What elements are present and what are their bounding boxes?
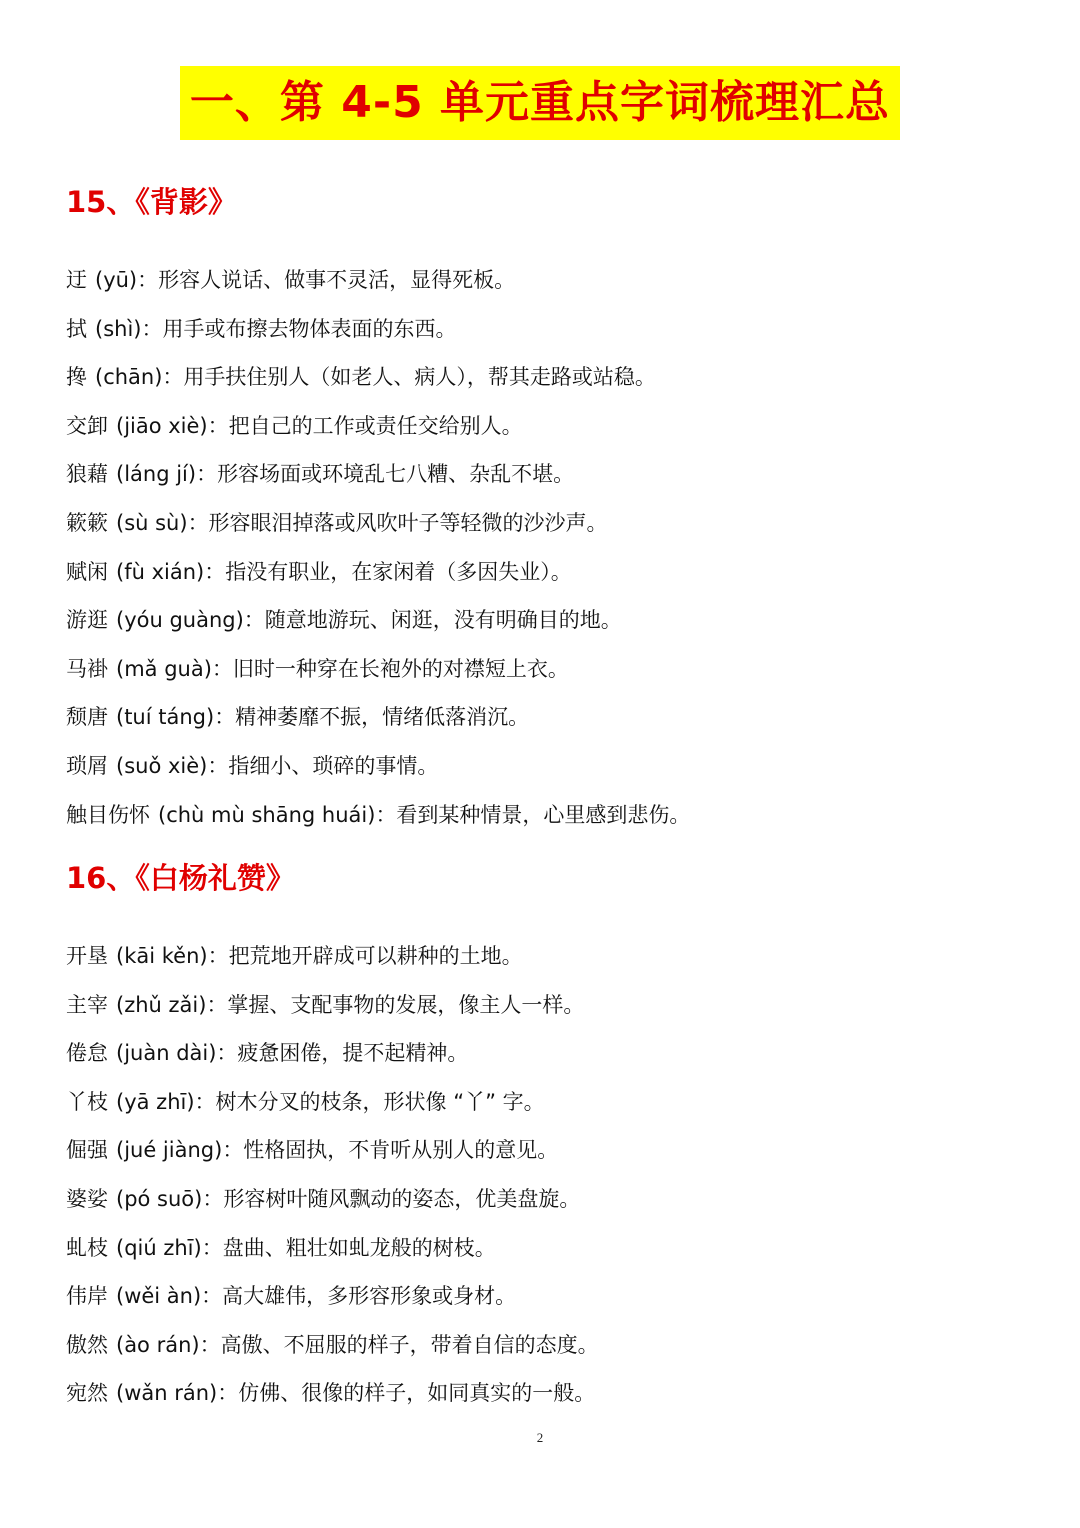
section-heading: 15、《背影》 [66,185,237,219]
vocab-word: 狼藉 [66,462,108,487]
vocab-word: 颓唐 [66,705,108,730]
vocab-word: 倦怠 [66,1041,108,1066]
vocab-definition: ：疲惫困倦，提不起精神。 [216,1041,469,1066]
entry-list [66,932,1026,1418]
vocab-entry [66,256,1026,305]
vocab-word: 婆娑 [66,1186,108,1211]
vocab-pinyin: (ào rán) [116,1332,200,1357]
vocab-entry [66,402,1026,451]
vocab-word: 主宰 [66,992,108,1017]
page-title: 一、第 4-5 单元重点字词梳理汇总 [180,66,900,140]
vocab-pinyin: (suǒ xiè) [116,753,208,778]
vocab-definition: ：仿佛、很像的样子，如同真实的一般。 [217,1381,596,1406]
vocab-pinyin: (mǎ guà) [116,656,212,681]
vocab-entry [66,1224,1026,1273]
vocab-entry [66,981,1026,1030]
vocab-entry [66,1029,1026,1078]
vocab-pinyin: (shì) [95,316,142,341]
vocab-definition: ：性格固执，不肯听从别人的意见。 [222,1138,559,1163]
vocab-definition: ：高大雄伟，多形容形象或身材。 [201,1284,517,1309]
vocab-word: 游逛 [66,608,108,633]
vocab-word: 开垦 [66,944,108,968]
vocab-word: 赋闲 [66,559,108,584]
vocab-definition: ：指细小、琐碎的事情。 [207,753,439,778]
vocab-word: 搀 [66,365,87,390]
page-number: 2 [536,1430,544,1445]
vocab-word: 马褂 [66,656,108,681]
vocab-entry [66,742,1026,791]
vocab-entry [66,548,1026,597]
vocab-definition: ：把荒地开辟成可以耕种的土地。 [207,944,523,968]
vocab-word: 交卸 [66,413,108,438]
vocab-pinyin: (fù xián) [116,559,205,584]
vocab-definition: ：精神萎靡不振，情绪低落消沉。 [214,705,530,730]
vocab-word: 琐屑 [66,753,108,778]
vocab-definition: ：形容人说话、做事不灵活，显得死板。 [137,268,516,292]
vocab-pinyin: (juàn dài) [116,1041,217,1066]
vocab-pinyin: (pó suō) [116,1186,203,1211]
vocab-pinyin: (kāi kěn) [116,944,208,968]
vocab-definition: ：盘曲、粗壮如虬龙般的树枝。 [201,1235,496,1260]
vocab-word: 倔强 [66,1138,108,1163]
vocab-pinyin: (chù mù shāng huái) [158,802,376,827]
section-beiying [66,182,1026,839]
vocab-pinyin: (jué jiàng) [116,1138,223,1163]
vocab-entry [66,693,1026,742]
vocab-definition: ：用手扶住别人（如老人、病人），帮其走路或站稳。 [162,365,656,390]
vocab-word: 簌簌 [66,510,108,535]
section-baiyang-lizan [66,858,1026,1418]
vocab-entry [66,499,1026,548]
vocab-entry [66,932,1026,981]
vocab-definition: ：看到某种情景，心里感到悲伤。 [375,802,691,827]
vocab-pinyin: (sù sù) [116,510,188,535]
vocab-entry [66,1078,1026,1127]
vocab-definition: ：形容眼泪掉落或风吹叶子等轻微的沙沙声。 [187,510,608,535]
vocab-pinyin: (qiú zhī) [116,1235,202,1260]
vocab-definition: ：树木分叉的枝条，形状像 “丫” 字。 [194,1089,545,1114]
vocab-word: 丫枝 [66,1089,108,1114]
vocab-word: 伟岸 [66,1284,108,1309]
vocab-entry [66,305,1026,354]
vocab-entry [66,1321,1026,1370]
title-container [0,66,1080,140]
vocab-pinyin: (láng jí) [116,462,197,487]
vocab-definition: ：把自己的工作或责任交给别人。 [207,413,523,438]
vocab-pinyin: (yā zhī) [116,1089,195,1114]
vocab-entry [66,1126,1026,1175]
vocab-entry [66,1272,1026,1321]
vocab-pinyin: (wěi àn) [116,1284,202,1309]
vocab-pinyin: (tuí táng) [116,705,215,730]
vocab-definition: ：形容场面或环境乱七八糟、杂乱不堪。 [196,462,575,487]
vocab-entry [66,1175,1026,1224]
vocab-pinyin: (yū) [95,268,138,292]
vocab-entry [66,596,1026,645]
vocab-entry [66,1369,1026,1418]
vocab-word: 触目伤怀 [66,802,150,827]
vocab-definition: ：形容树叶随风飘动的姿态，优美盘旋。 [202,1186,581,1211]
vocab-definition: ：指没有职业，在家闲着（多因失业）。 [204,559,572,584]
vocab-entry [66,353,1026,402]
vocab-entry [66,450,1026,499]
vocab-definition: ：随意地游玩、闲逛，没有明确目的地。 [243,608,622,633]
vocab-word: 拭 [66,316,87,341]
vocab-entry [66,645,1026,694]
vocab-pinyin: (chān) [95,365,163,390]
vocab-entry [66,791,1026,840]
vocab-pinyin: (jiāo xiè) [116,413,208,438]
section-heading: 16、《白杨礼赞》 [66,861,295,895]
vocab-word: 宛然 [66,1381,108,1406]
vocab-definition: ：高傲、不屈服的样子，带着自信的态度。 [199,1332,599,1357]
vocab-pinyin: (wǎn rán) [116,1381,218,1406]
vocab-word: 虬枝 [66,1235,108,1260]
vocab-pinyin: (zhǔ zǎi) [116,992,207,1017]
entry-list [66,256,1026,839]
vocab-definition: ：用手或布擦去物体表面的东西。 [141,316,457,341]
vocab-pinyin: (yóu guàng) [116,608,244,633]
vocab-word: 迂 [66,268,87,292]
vocab-definition: ：旧时一种穿在长袍外的对襟短上衣。 [211,656,569,681]
vocab-word: 傲然 [66,1332,108,1357]
vocab-definition: ：掌握、支配事物的发展，像主人一样。 [206,992,585,1017]
